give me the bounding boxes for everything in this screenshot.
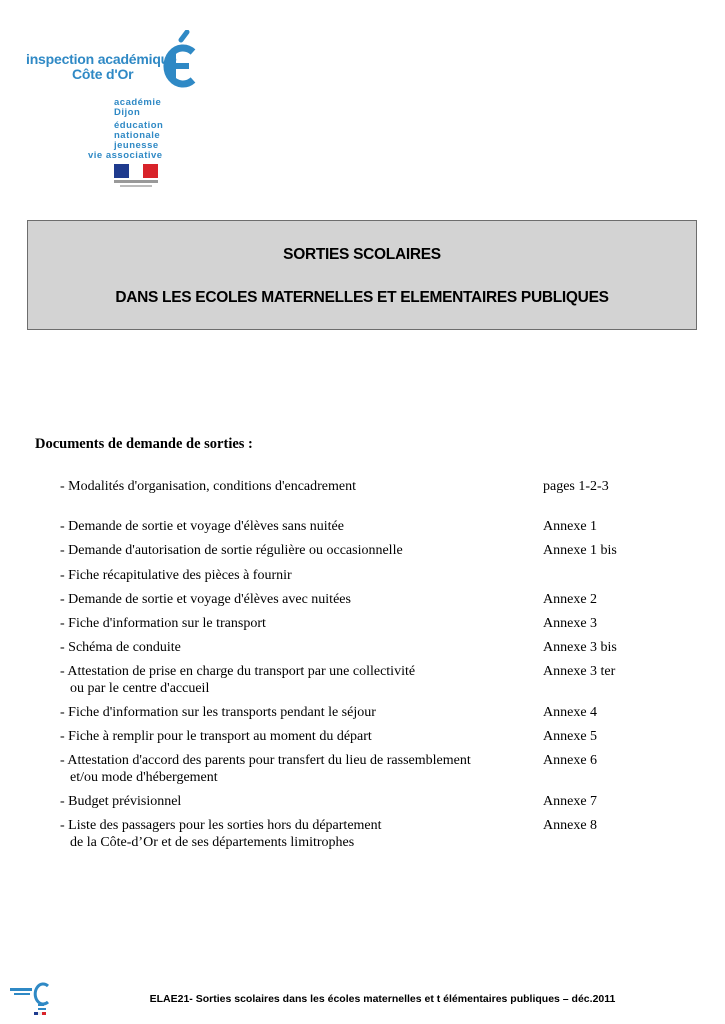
item-text: - Liste des passagers pour les sorties hors du département [60, 818, 382, 833]
logo-sub-academie: académie [114, 97, 162, 108]
item-text: - Demande d'autorisation de sortie régulière ou occasionnelle [60, 543, 403, 558]
item-ref: Annexe 6 [543, 753, 598, 768]
item-text: - Fiche récapitulative des pièces à fournir [60, 568, 292, 583]
logo-e-icon [159, 30, 201, 90]
item-text-continuation: et/ou mode d'hébergement [70, 770, 218, 785]
item-text-continuation: ou par le centre d'accueil [70, 681, 210, 696]
item-text: - Demande de sortie et voyage d'élèves sans nuitée [60, 519, 344, 534]
item-ref: Annexe 2 [543, 592, 598, 607]
section-heading: Documents de demande de sorties : [35, 436, 253, 452]
item-text: - Demande de sortie et voyage d'élèves avec nuitées [60, 592, 351, 607]
item-ref: Annexe 1 bis [543, 543, 617, 558]
item-ref: Annexe 3 ter [543, 664, 616, 679]
republique-flag-icon [114, 164, 158, 190]
item-ref: Annexe 3 bis [543, 640, 617, 655]
title-line1: SORTIES SCOLAIRES [283, 246, 441, 263]
page-footer: ELAE21- Sorties scolaires dans les écoles maternelles et t élémentaires publiques – déc.2011 [149, 993, 616, 1005]
item-text: - Schéma de conduite [60, 640, 181, 655]
logo-line1: inspection académique [26, 51, 177, 67]
item-ref: Annexe 4 [543, 705, 598, 720]
item-ref: Annexe 1 [543, 519, 598, 534]
logo-sub-nationale: nationale [114, 130, 161, 141]
item-ref: Annexe 3 [543, 616, 598, 631]
item-ref: Annexe 8 [543, 818, 598, 833]
logo-sub-jeunesse: jeunesse [114, 140, 159, 151]
logo-line2: Côte d'Or [72, 66, 134, 82]
item-text-continuation: de la Côte-d’Or et de ses départements limitrophes [70, 835, 355, 850]
item-text: - Budget prévisionnel [60, 794, 182, 809]
item-text: - Modalités d'organisation, conditions d'encadrement [60, 479, 356, 494]
item-text: - Attestation d'accord des parents pour transfert du lieu de rassemblement [60, 753, 471, 768]
title-box [27, 220, 697, 330]
item-ref: Annexe 7 [543, 794, 598, 809]
academy-logo [26, 26, 206, 196]
title-line2: DANS LES ECOLES MATERNELLES ET ELEMENTAIRES PUBLIQUES [115, 289, 609, 306]
logo-sub-dijon: Dijon [114, 107, 141, 118]
item-text: - Fiche d'information sur les transports pendant le séjour [60, 705, 376, 720]
logo-sub-vie-associative: vie associative [88, 150, 163, 161]
item-ref: pages 1-2-3 [543, 479, 609, 494]
item-ref: Annexe 5 [543, 729, 598, 744]
item-text: - Fiche d'information sur le transport [60, 616, 266, 631]
item-text: - Attestation de prise en charge du transport par une collectivité [60, 664, 416, 679]
logo-sub-education: éducation [114, 120, 164, 131]
item-text: - Fiche à remplir pour le transport au moment du départ [60, 729, 372, 744]
